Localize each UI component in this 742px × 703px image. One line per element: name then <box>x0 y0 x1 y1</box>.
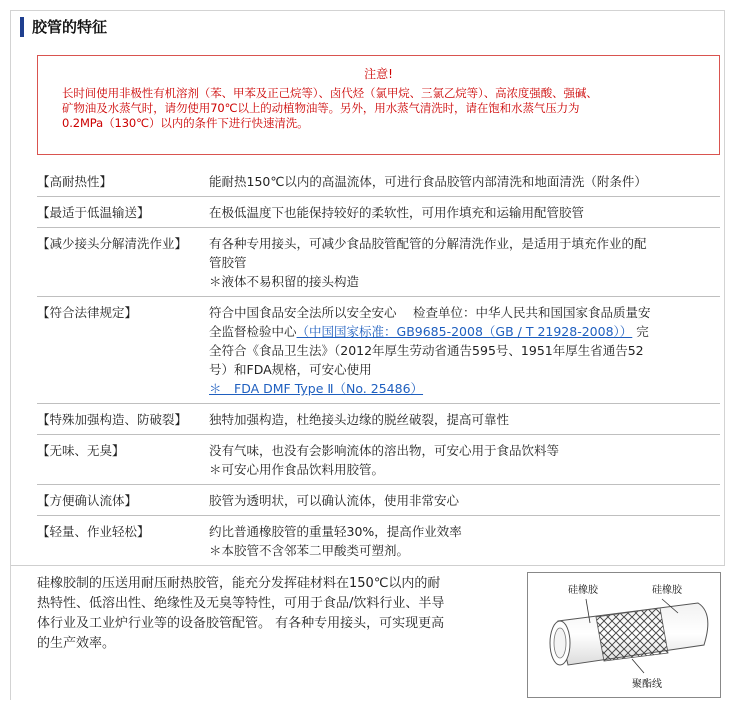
feature-text: 全监督检验中心 <box>209 324 297 339</box>
feature-row-fittings <box>37 232 720 297</box>
feature-description <box>209 441 720 479</box>
gb-standard-link[interactable]: （中国国家标准：GB9685-2008（GB / T 21928-2008）） <box>296 324 633 339</box>
feature-text: 约比普通橡胶管的重量轻30%，提高作业效率 <box>209 524 462 539</box>
feature-text: 能耐热150℃以内的高温流体，可进行食品胶管内部清洗和地面清洗（附条件） <box>209 174 647 189</box>
feature-text: 胶管为透明状，可以确认流体，使用非常安心 <box>209 493 460 508</box>
hose-cross-section-illustration <box>528 573 720 697</box>
feature-text: 全符合《食品卫生法》（2012年厚生劳动省通告595号、1951年厚生省通告52 <box>209 343 644 358</box>
caution-line: 矿物油及水蒸气时，请勿使用70℃以上的动植物油等。另外，用水蒸气清洗时，请在饱和水蒸气压力为 <box>62 101 580 115</box>
hose-structure-diagram <box>527 572 721 698</box>
summary-line: 体行业及工业炉行业等的设备胶管配管。 有各种专用接头，可实现更高 <box>37 616 445 631</box>
feature-description <box>209 522 720 560</box>
diagram-label-silicone-right: 硅橡胶 <box>652 585 682 596</box>
feature-label: 【轻量、作业轻松】 <box>37 524 150 539</box>
feature-row-odorless <box>37 439 720 485</box>
caution-line: 0.2MPa（130℃）以内的条件下进行快速清洗。 <box>62 116 309 130</box>
feature-text: 有各种专用接头，可减少食品胶管配管的分解清洗作业，是适用于填充作业的配 <box>209 236 647 251</box>
feature-label: 【无味、无臭】 <box>37 443 125 458</box>
feature-label: 【特殊加强构造、防破裂】 <box>37 412 188 427</box>
feature-text: 独特加强构造，杜绝接头边缘的脱丝破裂，提高可靠性 <box>209 412 510 427</box>
feature-text: 符合中国食品安全法所以安全安心 检查单位：中华人民共和国国家食品质量安 <box>209 305 651 320</box>
feature-label: 【高耐热性】 <box>37 174 113 189</box>
caution-line: 长时间使用非极性有机溶剂（苯、甲苯及正己烷等）、卤代烃（氯甲烷、三氯乙烷等）、高浓度强酸、强碱、 <box>62 86 598 100</box>
feature-row-low-temperature <box>37 201 720 228</box>
feature-label: 【最适于低温输送】 <box>37 205 150 220</box>
caution-title: 注意! <box>364 67 393 81</box>
feature-row-legal-compliance <box>37 301 720 404</box>
feature-text: 完 <box>632 324 649 339</box>
feature-note: ＊液体不易积留的接头构造 <box>209 274 360 289</box>
feature-text: 管胶管 <box>209 255 247 270</box>
section-heading: 胶管的特征 <box>20 17 107 37</box>
caution-notice-box <box>37 55 720 155</box>
feature-text: 号）和FDA规格，可安心使用 <box>209 362 372 377</box>
diagram-label-polyester-thread: 聚酯线 <box>632 679 662 690</box>
summary-line: 硅橡胶制的压送用耐压耐热胶管，能充分发挥硅材料在150℃以内的耐 <box>37 576 441 591</box>
feature-text-with-link <box>209 322 714 341</box>
feature-description <box>209 491 720 510</box>
feature-row-transparency <box>37 489 720 516</box>
feature-text: 在极低温度下也能保持较好的柔软性，可用作填充和运输用配管胶管 <box>209 205 585 220</box>
feature-note: ＊可安心用作食品饮料用胶管。 <box>209 462 385 477</box>
feature-label: 【方便确认流体】 <box>37 493 138 508</box>
feature-row-lightweight <box>37 520 720 566</box>
feature-label: 【符合法律规定】 <box>37 305 138 320</box>
caution-text <box>62 86 709 131</box>
summary-line: 的生产效率。 <box>37 636 116 651</box>
feature-note: ＊本胶管不含邻苯二甲酸类可塑剂。 <box>209 543 410 558</box>
diagram-label-silicone-left: 硅橡胶 <box>568 585 598 596</box>
feature-description <box>209 410 720 429</box>
feature-description <box>209 303 720 398</box>
feature-row-heat-resistance <box>37 170 720 197</box>
product-summary-text <box>37 574 511 654</box>
feature-description <box>209 234 720 291</box>
product-summary-section <box>11 565 725 703</box>
feature-text: 没有气味，也没有会影响流体的溶出物，可安心用于食品饮料等 <box>209 443 560 458</box>
feature-description <box>209 203 720 222</box>
summary-line: 热特性、低溶出性、绝缘性及无臭等特性，可用于食品/饮料行业、半导 <box>37 596 445 611</box>
feature-row-reinforcement <box>37 408 720 435</box>
feature-description <box>209 172 720 191</box>
feature-label: 【减少接头分解清洗作业】 <box>37 236 188 251</box>
feature-list <box>37 170 720 570</box>
fda-dmf-link[interactable]: ＊ FDA DMF Type Ⅱ（No. 25486） <box>209 381 424 396</box>
